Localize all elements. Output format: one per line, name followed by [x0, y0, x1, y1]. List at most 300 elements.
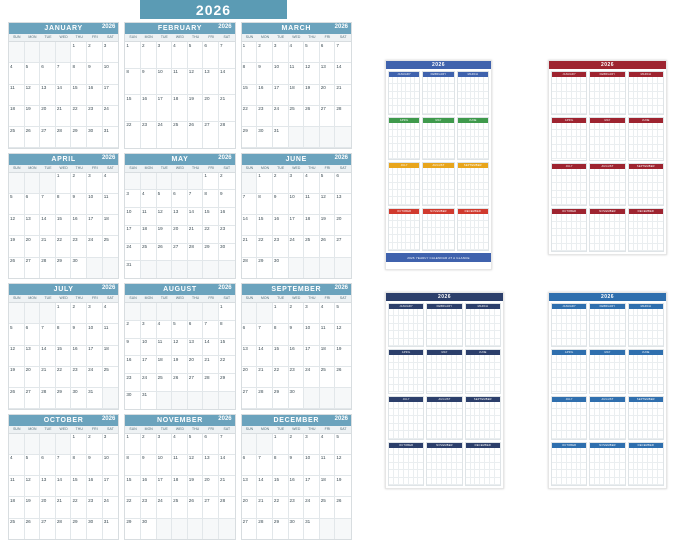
day-cell: 12	[304, 63, 320, 84]
day-cell-empty	[56, 42, 72, 63]
day-cell: 19	[9, 236, 25, 257]
thumbnail-day-cell	[620, 176, 625, 183]
day-cell: 13	[188, 339, 204, 357]
thumbnail-day-cell	[418, 331, 423, 338]
thumbnail-red-calendar[interactable]	[548, 60, 667, 255]
thumbnail-day-cell	[418, 455, 423, 462]
thumbnail-day-cell	[658, 198, 663, 205]
day-cell: 14	[203, 339, 219, 357]
day-cell-empty	[188, 392, 204, 410]
day-cell: 19	[188, 476, 204, 497]
day-cell: 24	[273, 106, 289, 127]
day-cell: 16	[71, 346, 87, 367]
day-cell: 7	[40, 324, 56, 345]
thumbnail-month-block	[551, 442, 587, 486]
thumbnail-day-cells	[466, 402, 500, 439]
day-cell: 31	[273, 127, 289, 148]
thumbnail-day-cell	[658, 229, 663, 236]
thumbnail-day-cell	[457, 378, 462, 385]
thumbnail-day-cells	[389, 123, 419, 160]
thumbnail-day-cell	[620, 244, 625, 251]
day-cell: 21	[56, 497, 72, 518]
thumbnail-day-cell	[620, 106, 625, 113]
day-cell: 7	[257, 324, 273, 345]
weekday-label: SAT	[107, 426, 114, 431]
day-cell: 7	[219, 42, 235, 69]
day-cell: 17	[304, 476, 320, 497]
thumbnail-day-cell	[449, 183, 453, 190]
main-calendar-poster[interactable]	[4, 0, 356, 543]
month-block	[241, 22, 352, 149]
day-cell: 13	[203, 455, 219, 476]
day-cell: 13	[242, 476, 258, 497]
day-cell: 20	[188, 356, 204, 374]
thumbnail-day-cell	[415, 221, 419, 228]
thumbnail-month-block	[628, 208, 664, 252]
thumbnail-day-cell	[620, 470, 625, 477]
day-cell-empty	[304, 388, 320, 409]
thumbnail-blue-calendar[interactable]	[548, 292, 667, 489]
day-cell: 12	[9, 215, 25, 236]
day-cell: 21	[219, 476, 235, 497]
weekday-label: MON	[28, 426, 37, 431]
day-cell-empty	[289, 127, 305, 148]
month-name: APRIL	[51, 155, 76, 163]
thumbnail-day-cell	[449, 168, 453, 175]
thumbnail-month-block	[628, 303, 664, 347]
day-cell: 15	[203, 208, 219, 226]
month-header	[9, 23, 118, 34]
day-cell-empty	[40, 434, 56, 455]
thumbnail-month-block	[628, 442, 664, 486]
thumbnail-month-name: NOVEMBER	[590, 443, 624, 448]
thumbnail-day-cell	[658, 152, 663, 159]
day-cell: 21	[203, 356, 219, 374]
day-cell: 15	[273, 346, 289, 367]
thumbnail-day-cell	[658, 331, 663, 338]
day-cell: 20	[242, 497, 258, 518]
day-cell: 7	[257, 455, 273, 476]
day-cell: 29	[56, 258, 72, 279]
thumbnail-month-name: DECEMBER	[466, 443, 500, 448]
thumbnail-day-cell	[620, 198, 625, 205]
day-cell: 24	[125, 244, 141, 262]
weekday-label: THU	[191, 165, 200, 170]
day-cell-empty	[188, 173, 204, 191]
thumbnail-day-cell	[581, 463, 586, 470]
thumbnail-day-cell	[581, 130, 586, 137]
day-cell: 24	[304, 367, 320, 388]
day-cell: 30	[289, 519, 305, 540]
thumbnail-month-block	[426, 442, 462, 486]
month-block	[124, 153, 235, 280]
thumbnail-day-cell	[449, 84, 453, 91]
day-cell: 15	[71, 85, 87, 106]
month-name: JUNE	[285, 155, 308, 163]
day-cell: 4	[103, 173, 119, 194]
weekday-label: TUE	[160, 35, 168, 39]
weekday-label: THU	[308, 426, 316, 431]
day-cells	[9, 173, 118, 280]
day-cell: 1	[273, 303, 289, 324]
thumbnail-month-block	[589, 396, 625, 440]
weekday-label: FRI	[92, 35, 98, 39]
thumbnail-month-name: NOVEMBER	[423, 209, 453, 214]
day-cell: 15	[273, 476, 289, 497]
day-cell: 20	[40, 497, 56, 518]
day-cell-empty	[304, 127, 320, 148]
weekday-label: THU	[308, 35, 316, 39]
day-cell: 2	[141, 42, 157, 69]
day-cell: 26	[335, 497, 351, 518]
day-cell: 25	[103, 236, 119, 257]
day-cell-empty	[9, 434, 25, 455]
thumbnail-month-grid	[386, 301, 503, 488]
month-header	[125, 284, 234, 295]
thumbnail-day-cell	[484, 84, 488, 91]
day-cell: 5	[335, 434, 351, 455]
day-cell: 2	[219, 173, 235, 191]
thumbnail-day-cell	[495, 378, 500, 385]
thumbnail-day-cell	[495, 470, 500, 477]
day-cell: 26	[335, 367, 351, 388]
thumbnail-day-cell	[581, 77, 586, 84]
thumbnail-day-cell	[658, 214, 663, 221]
thumbnail-month-name: DECEMBER	[629, 209, 663, 214]
day-cell: 30	[273, 258, 289, 279]
thumbnail-month-block	[388, 162, 420, 206]
month-year: 2026	[101, 285, 116, 291]
weekday-label: FRI	[92, 165, 98, 170]
thumbnail-day-cell	[484, 168, 488, 175]
weekday-header-row	[242, 295, 351, 303]
day-cell-empty	[188, 303, 204, 321]
day-cell: 3	[103, 434, 119, 455]
weekday-label: SUN	[245, 165, 254, 170]
day-cell: 9	[289, 455, 305, 476]
day-cell: 31	[304, 519, 320, 540]
thumbnail-day-cell	[484, 99, 488, 106]
thumbnail-rainbow-calendar[interactable]	[385, 60, 492, 270]
weekday-label: THU	[308, 296, 316, 300]
day-cell: 30	[71, 388, 87, 409]
weekday-label: WED	[59, 35, 68, 39]
day-cell: 12	[25, 85, 41, 106]
day-cells	[9, 42, 118, 149]
thumbnail-day-cell	[418, 416, 423, 423]
month-header	[125, 23, 234, 34]
day-cell: 1	[71, 42, 87, 63]
day-cell: 16	[87, 85, 103, 106]
poster-year-banner: 2026	[140, 0, 287, 19]
day-cell: 24	[289, 236, 305, 257]
weekday-label: TUE	[277, 165, 285, 170]
thumbnail-day-cell	[457, 455, 462, 462]
weekday-label: TUE	[277, 296, 285, 300]
weekday-label: FRI	[324, 165, 331, 170]
day-cell: 6	[40, 455, 56, 476]
day-cell-empty	[103, 258, 119, 279]
day-cell: 5	[188, 42, 204, 69]
thumbnail-day-cell	[658, 222, 663, 229]
thumbnail-day-cell	[620, 355, 625, 362]
day-cells	[242, 42, 351, 149]
day-cell: 29	[71, 519, 87, 540]
weekday-label: MON	[260, 426, 270, 431]
day-cell: 18	[172, 95, 188, 122]
thumbnail-day-cell	[484, 214, 488, 221]
day-cell: 20	[25, 236, 41, 257]
thumbnail-day-cell	[484, 190, 488, 197]
day-cell: 10	[304, 324, 320, 345]
thumbnail-day-cell	[620, 324, 625, 331]
thumbnail-month-block	[589, 303, 625, 347]
thumbnail-day-cell	[418, 309, 423, 316]
thumbnail-day-cells	[552, 214, 586, 251]
day-cell: 10	[273, 63, 289, 84]
day-cell: 16	[289, 476, 305, 497]
thumbnail-month-name: JANUARY	[552, 72, 586, 77]
thumbnail-day-cell	[620, 229, 625, 236]
day-cell: 21	[56, 106, 72, 127]
thumbnail-day-cell	[457, 470, 462, 477]
day-cell: 3	[304, 434, 320, 455]
day-cell: 6	[40, 63, 56, 84]
day-cell: 9	[273, 194, 289, 215]
thumbnail-day-cell	[449, 228, 453, 235]
day-cell-empty	[188, 519, 204, 540]
thumbnail-day-cell	[495, 448, 500, 455]
weekday-label: SUN	[13, 165, 21, 170]
thumbnail-day-cell	[418, 448, 423, 455]
weekday-label: WED	[292, 426, 301, 431]
day-cell: 25	[141, 244, 157, 262]
day-cell: 17	[87, 215, 103, 236]
thumbnail-month-block	[551, 117, 587, 161]
day-cell: 17	[289, 215, 305, 236]
day-cell: 22	[56, 236, 72, 257]
day-cell-empty	[141, 173, 157, 191]
day-cell: 22	[71, 106, 87, 127]
thumbnail-day-cell	[484, 235, 488, 242]
thumbnail-day-cell	[449, 197, 453, 204]
thumbnail-day-cells	[466, 355, 500, 392]
thumbnail-day-cell	[658, 324, 663, 331]
thumbnail-month-name: OCTOBER	[552, 443, 586, 448]
thumbnail-day-cell	[658, 355, 663, 362]
weekday-header-row	[125, 165, 234, 173]
thumbnail-month-name: APRIL	[552, 350, 586, 355]
thumbnail-day-cell	[620, 409, 625, 416]
day-cell: 10	[289, 194, 305, 215]
thumbnail-day-cells	[389, 402, 423, 439]
thumbnail-day-cell	[658, 77, 663, 84]
thumbnail-month-name: APRIL	[552, 118, 586, 123]
thumbnail-day-cell	[418, 378, 423, 385]
thumbnail-day-cell	[449, 243, 453, 250]
day-cell: 29	[273, 388, 289, 409]
thumbnail-day-cell	[418, 463, 423, 470]
day-cell: 2	[125, 321, 141, 339]
month-header	[125, 415, 234, 426]
day-cell: 29	[273, 519, 289, 540]
day-cell-empty	[188, 261, 204, 279]
thumbnail-day-cell	[418, 470, 423, 477]
thumbnail-month-name: FEBRUARY	[423, 72, 453, 77]
day-cell-empty	[87, 258, 103, 279]
weekday-label: TUE	[277, 35, 285, 39]
thumbnail-month-name: FEBRUARY	[590, 72, 624, 77]
day-cell: 30	[87, 519, 103, 540]
weekday-label: TUE	[160, 426, 168, 431]
thumbnail-day-cell	[620, 130, 625, 137]
thumbnail-month-block	[628, 349, 664, 393]
day-cell: 1	[273, 434, 289, 455]
thumbnail-month-name: MAY	[590, 350, 624, 355]
thumbnail-navy-calendar[interactable]	[385, 292, 504, 489]
thumbnail-day-cell	[581, 470, 586, 477]
weekday-header-row	[9, 165, 118, 173]
day-cell: 9	[257, 63, 273, 84]
day-cell: 22	[125, 122, 141, 149]
day-cell: 30	[257, 127, 273, 148]
thumbnail-day-cell	[457, 448, 462, 455]
thumbnail-day-cell	[418, 409, 423, 416]
day-cell: 16	[219, 208, 235, 226]
thumbnail-day-cells	[590, 123, 624, 160]
thumbnail-day-cell	[581, 222, 586, 229]
day-cell: 13	[40, 476, 56, 497]
day-cell: 30	[289, 388, 305, 409]
day-cell-empty	[157, 303, 173, 321]
weekday-label: SAT	[223, 35, 231, 39]
thumbnail-month-block	[422, 117, 454, 161]
month-name: OCTOBER	[43, 416, 84, 424]
day-cell: 22	[203, 226, 219, 244]
weekday-label: SUN	[129, 35, 137, 39]
day-cell-empty	[203, 392, 219, 410]
thumbnail-day-cells	[552, 169, 586, 206]
weekday-label: SUN	[245, 426, 254, 431]
day-cell: 26	[157, 244, 173, 262]
thumbnail-day-cell	[581, 409, 586, 416]
month-block	[124, 283, 235, 410]
day-cell: 8	[203, 190, 219, 208]
month-year: 2026	[101, 415, 116, 422]
day-cell: 27	[188, 374, 204, 392]
thumbnail-day-cell	[418, 370, 423, 377]
thumbnail-day-cell	[620, 236, 625, 243]
day-cell: 9	[71, 324, 87, 345]
month-header	[9, 154, 118, 165]
thumbnail-month-grid	[549, 69, 666, 254]
day-cell-empty	[335, 519, 351, 540]
day-cell: 23	[141, 122, 157, 149]
thumbnail-day-cell	[457, 424, 462, 431]
month-year: 2026	[334, 415, 348, 422]
day-cell: 26	[9, 258, 25, 279]
thumbnail-day-cell	[495, 370, 500, 377]
day-cell: 21	[242, 236, 258, 257]
thumbnail-day-cell	[495, 331, 500, 338]
month-block	[124, 414, 235, 541]
day-cell: 1	[125, 42, 141, 69]
day-cell-empty	[320, 388, 336, 409]
weekday-label: MON	[144, 165, 153, 170]
day-cell: 7	[242, 194, 258, 215]
thumbnail-day-cell	[457, 363, 462, 370]
day-cell: 22	[242, 106, 258, 127]
day-cell: 1	[257, 173, 273, 194]
day-cell: 9	[141, 69, 157, 96]
day-cell: 16	[87, 476, 103, 497]
weekday-label: FRI	[208, 426, 215, 431]
thumbnail-day-cell	[658, 455, 663, 462]
day-cell: 25	[304, 236, 320, 257]
thumbnail-day-cell	[449, 99, 453, 106]
weekday-label: WED	[175, 165, 185, 170]
day-cell: 16	[125, 356, 141, 374]
day-cell: 24	[141, 374, 157, 392]
day-cell: 28	[335, 106, 351, 127]
day-cell: 6	[320, 42, 336, 63]
thumbnail-day-cell	[581, 99, 586, 106]
day-cell: 24	[157, 122, 173, 149]
thumbnail-month-block	[422, 208, 454, 252]
weekday-label: SAT	[107, 35, 114, 39]
thumbnail-month-block	[426, 303, 462, 347]
day-cell: 9	[219, 190, 235, 208]
weekday-label: TUE	[44, 35, 52, 39]
day-cell: 19	[188, 95, 204, 122]
weekday-label: FRI	[324, 296, 331, 300]
day-cell: 2	[289, 303, 305, 324]
day-cell: 16	[71, 215, 87, 236]
weekday-header-row	[9, 426, 118, 434]
thumbnail-day-cell	[581, 402, 586, 409]
thumbnail-day-cell	[581, 169, 586, 176]
day-cell: 7	[56, 63, 72, 84]
weekday-label: SAT	[107, 296, 114, 300]
thumbnail-day-cell	[658, 84, 663, 91]
month-name: FEBRUARY	[157, 25, 203, 32]
day-cell: 20	[203, 476, 219, 497]
thumbnail-month-name: JUNE	[629, 118, 663, 123]
day-cell: 16	[273, 215, 289, 236]
thumbnail-day-cell	[495, 309, 500, 316]
thumbnail-month-name: JUNE	[458, 118, 488, 123]
weekday-header-row	[9, 34, 118, 42]
day-cell: 3	[304, 303, 320, 324]
weekday-label: FRI	[92, 296, 98, 300]
day-cell: 28	[219, 497, 235, 518]
thumbnail-day-cell	[581, 324, 586, 331]
thumbnail-day-cells	[458, 77, 488, 114]
day-cell: 14	[219, 455, 235, 476]
thumbnail-day-cell	[620, 331, 625, 338]
day-cell: 19	[304, 85, 320, 106]
thumbnail-day-cell	[415, 214, 419, 221]
day-cell: 14	[56, 85, 72, 106]
thumbnail-month-block	[388, 208, 420, 252]
thumbnail-day-cell	[484, 152, 488, 159]
day-cell: 4	[141, 190, 157, 208]
day-cell: 25	[157, 374, 173, 392]
day-cell: 25	[103, 367, 119, 388]
month-year: 2026	[334, 285, 348, 291]
weekday-label: WED	[175, 296, 185, 300]
thumbnail-day-cell	[658, 106, 663, 113]
